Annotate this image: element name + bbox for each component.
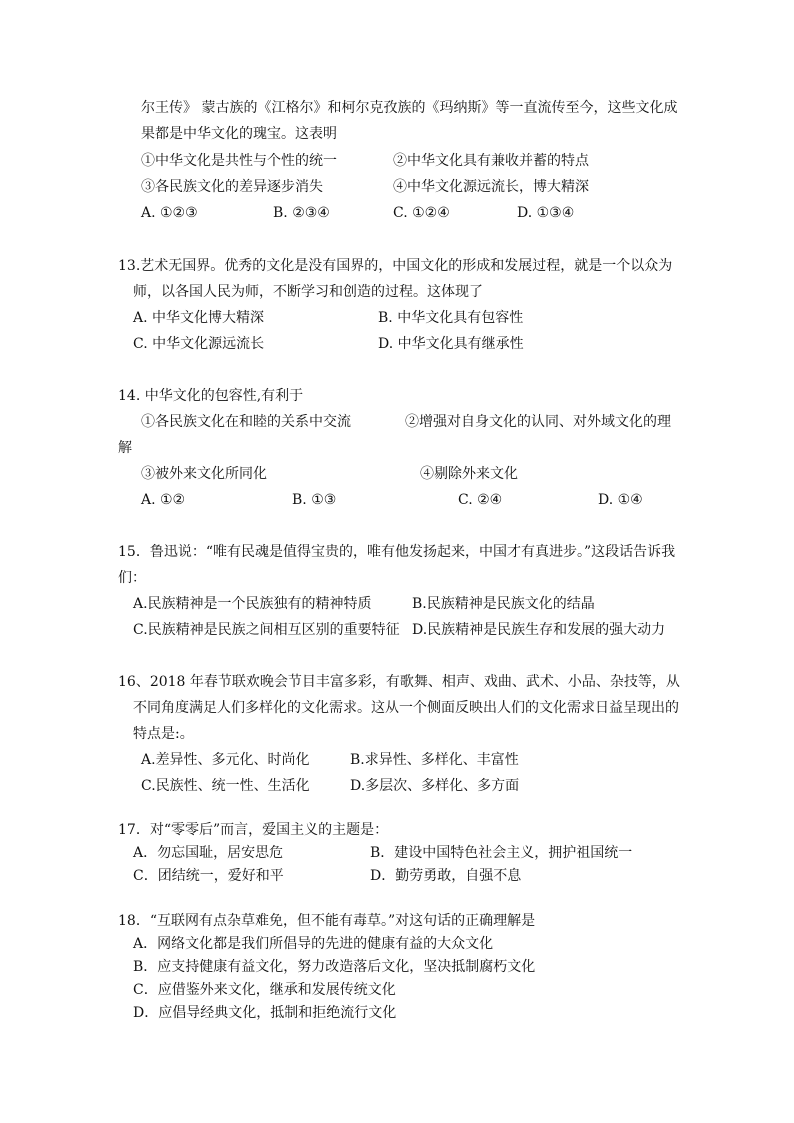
q16-stem-line1: 16、2018 年春节联欢晚会节目丰富多彩，有歌舞、相声、戏曲、武术、小品、杂技等，从 <box>118 674 680 690</box>
q16-option-a: A.差异性、多元化、时尚化 <box>141 752 310 768</box>
q13-option-b: B. 中华文化具有包容性 <box>378 310 524 326</box>
q12-stem-line2: 果都是中华文化的瑰宝。这表明 <box>141 126 337 142</box>
q14-item-4: ④剔除外来文化 <box>420 466 518 482</box>
q12-item-2: ②中华文化具有兼收并蓄的特点 <box>393 153 589 169</box>
q17-option-b: B．建设中国特色社会主义，拥护祖国统一 <box>370 845 633 861</box>
q16-stem-line3: 特点是:。 <box>133 726 194 742</box>
q18-option-b: B．应支持健康有益文化，努力改造落后文化，坚决抵制腐朽文化 <box>133 959 536 975</box>
q17-stem: 17．对“零零后”而言，爱国主义的主题是： <box>118 822 389 838</box>
q12-option-c: C. ①②④ <box>393 205 450 221</box>
q15-stem-line1: 15．鲁迅说：“唯有民魂是值得宝贵的，唯有他发扬起来，中国才有真进步。”这段话告诉我 <box>118 544 676 560</box>
q15-option-b: B.民族精神是民族文化的结晶 <box>412 596 595 612</box>
q14-option-c: C. ②④ <box>458 492 503 508</box>
q15-option-d: D.民族精神是民族生存和发展的强大动力 <box>412 622 666 638</box>
q15-stem-line2: 们： <box>118 570 146 586</box>
q16-option-c: C.民族性、统一性、生活化 <box>141 778 310 794</box>
q12-item-3: ③各民族文化的差异逐步消失 <box>141 179 323 195</box>
q13-stem-line1: 13.艺术无国界。优秀的文化是没有国界的，中国文化的形成和发展过程，就是一个以众为 <box>118 258 673 274</box>
q18-option-c: C．应借鉴外来文化，继承和发展传统文化 <box>133 982 396 998</box>
q16-stem-line2: 不同角度满足人们多样化的文化需求。这从一个侧面反映出人们的文化需求日益呈现出的 <box>133 700 679 716</box>
q12-stem-line1: 尔王传》 蒙古族的《江格尔》和柯尔克孜族的《玛纳斯》等一直流传至今，这些文化成 <box>141 100 678 116</box>
q17-option-d: D．勤劳勇敢，自强不息 <box>370 868 522 884</box>
q14-item-2-wrap: 解 <box>118 440 132 456</box>
q15-option-a: A.民族精神是一个民族独有的精神特质 <box>133 596 372 612</box>
q12-option-b: B. ②③④ <box>273 205 330 221</box>
q16-option-b: B.求异性、多样化、丰富性 <box>350 752 519 768</box>
q12-item-1: ①中华文化是共性与个性的统一 <box>141 153 337 169</box>
q17-option-a: A．勿忘国耻，居安思危 <box>133 845 284 861</box>
q18-stem: 18．“互联网有点杂草难免，但不能有毒草。”对这句话的正确理解是 <box>118 913 536 929</box>
q14-item-3: ③被外来文化所同化 <box>141 466 267 482</box>
q14-option-b: B. ①③ <box>292 492 337 508</box>
q13-stem-line2: 师，以各国人民为师，不断学习和创造的过程。这体现了 <box>133 284 483 300</box>
q17-option-c: C．团结统一，爱好和平 <box>133 868 284 884</box>
q12-option-d: D. ①③④ <box>517 205 575 221</box>
q13-option-c: C. 中华文化源远流长 <box>133 336 265 352</box>
q14-stem: 14. 中华文化的包容性,有利于 <box>118 388 304 404</box>
q15-option-c: C.民族精神是民族之间相互区别的重要特征 <box>133 622 400 638</box>
q18-option-d: D．应倡导经典文化，抵制和拒绝流行文化 <box>133 1005 397 1021</box>
q14-item-1: ①各民族文化在和睦的关系中交流 <box>141 414 351 430</box>
q13-option-a: A. 中华文化博大精深 <box>133 310 265 326</box>
q16-option-d: D.多层次、多样化、多方面 <box>350 778 520 794</box>
q12-option-a: A. ①②③ <box>141 205 198 221</box>
q14-item-2: ②增强对自身文化的认同、对外域文化的理 <box>405 414 671 430</box>
q18-option-a: A．网络文化都是我们所倡导的先进的健康有益的大众文化 <box>133 936 494 952</box>
q14-option-a: A. ①② <box>141 492 186 508</box>
q14-option-d: D. ①④ <box>598 492 643 508</box>
q12-item-4: ④中华文化源远流长，博大精深 <box>393 179 589 195</box>
q13-option-d: D. 中华文化具有继承性 <box>378 336 524 352</box>
